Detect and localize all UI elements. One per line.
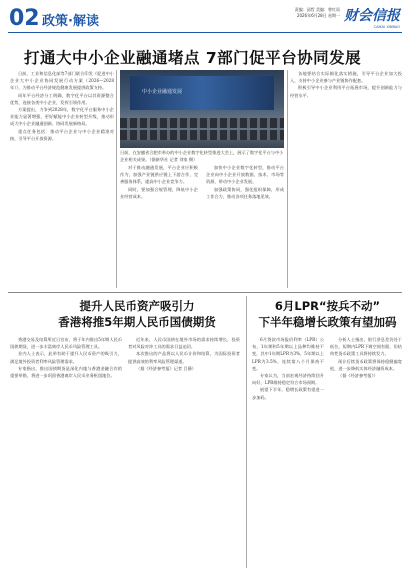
paragraph: 加快中小企业数字化转型，推动平台企业向中小企业开放数据、技术、市场等资源，带动中小企业发展。	[206, 165, 284, 185]
paragraph: 同时，要加强合规管理，降低中小企业经营成本。	[120, 186, 198, 199]
article1-headline: 打通大中小企业融通堵点 7部门促平台协同发展	[24, 49, 362, 67]
paragraph: 近年来，人民币国债在境外市场的需求持续增长，投资者对风险对冲工具的需求日益迫切。	[128, 337, 240, 350]
article1-caption	[120, 150, 284, 163]
article1-photo	[120, 70, 284, 148]
article1-column-1	[10, 70, 114, 288]
photo-screen-text: 中小企业融通发展	[142, 89, 183, 95]
article3-column-2	[330, 336, 402, 568]
column-divider	[116, 70, 117, 288]
paragraph: 业内人士表示，此举有助于提升人民币资产的吸引力，满足境外投资者利率风险管理需求。	[10, 351, 122, 364]
paragraph: （据《经济参考报》记者 吕静）	[136, 365, 196, 371]
photo-audience-row	[120, 130, 284, 140]
article2-column-2	[128, 336, 240, 568]
photo-screen	[130, 76, 274, 110]
masthead-info: 责编：邱哲 美编：曾红雨 2026年6月28日 星期一	[294, 7, 340, 18]
paragraph: 同年平台经济分工明确，数字化平台以其资源整合优势，连接各类中小企业，发挥引领作用。	[10, 92, 114, 105]
section-title: 政策·解读	[42, 14, 99, 29]
paragraph: 预计后续货币政策将保持稳健偏宽松，进一步降低实体经济融资成本。	[330, 358, 402, 371]
paragraph: 专家指出，推出国债期货是深化内地与香港金融合作的重要举措，将进一步巩固香港离岸人民币业务枢纽地位。	[10, 365, 122, 379]
page-header	[0, 0, 410, 40]
paragraph: 6月贷款市场报价利率（LPR）公布，1年期和5年期以上品种均维持不变，其中1年期LPR为3%，5年期以上LPR为3.5%，连续第八个月保持不变。	[252, 337, 324, 371]
caption-byline: （据新华社 记者 刘家 摄）	[149, 156, 198, 162]
caption-text: 日前，在安徽省合肥市举办的中小企业数字化转型推进大会上，展示了数字化平台与中小企业相关成果。	[120, 150, 284, 162]
article3-column-1	[252, 336, 324, 568]
article1-column-4	[290, 70, 402, 288]
article2-column-1	[10, 336, 122, 568]
article2-headline-line2: 香港将推5年期人民币国债期货	[58, 315, 216, 329]
article3-headline-line2: 下半年稳增长政策有望加码	[258, 315, 397, 329]
paragraph: 加强政策协同，强化组织保障，形成工作合力，推动各项任务落地见效。	[206, 186, 284, 199]
paragraph: 展望下半年，稳增长政策有望进一步加码。	[252, 387, 324, 400]
article3-headline	[250, 298, 405, 330]
paragraph: 积极引导中小企业利用平台拓展市场，提升创新能力与经营水平。	[290, 85, 402, 98]
paragraph: 重点任务包括：推动平台企业与中小企业精准对接，引导平台开放资源。	[10, 128, 114, 141]
masthead	[344, 5, 400, 29]
page-number: 02	[9, 6, 40, 31]
article2-headline-line1: 提升人民币资产吸引力	[79, 299, 195, 313]
article3-headline-line1: 6月LPR“按兵不动”	[274, 299, 381, 313]
paragraph: 香港交易及结算所近日宣布，将于年内推出5年期人民币国债期货，进一步丰富离岸人民币风险管理工具。	[10, 337, 122, 350]
article2-headline	[28, 298, 246, 330]
paragraph: 各地要结合实际细化落实措施，引导平台企业加大投入，支持中小企业参与产业链协作配套。	[290, 71, 402, 84]
photo-audience-row	[120, 118, 284, 128]
paragraph: 专家认为，当前宏观经济持续回升向好，LPR维持稳定符合市场预期。	[252, 373, 324, 386]
brand-subtitle: CAIKUI XINBAO	[373, 25, 400, 29]
paragraph: 日前，工业和信息化部等7部门联合印发《促进中小企业大中小企业协同发展行动方案（2026—2028年）》，为推动平台经济规范健康发展提供政策支持。	[10, 71, 114, 91]
paragraph: （据《经济参考报》）	[338, 373, 378, 379]
paragraph: 对于推动融通发展，平台企业应积极作为，加强产业链供应链上下游合作，完善服务体系，提高中小企业竞争力。	[120, 165, 198, 185]
article1-column-3	[206, 164, 284, 288]
column-divider	[287, 70, 288, 288]
section-divider	[8, 292, 402, 293]
header-rule	[8, 32, 402, 33]
paragraph: 分析人士指出，银行净息差仍处于低位，短期内LPR下调空间有限，但结构性货币政策工具将持续发力。	[330, 337, 402, 357]
column-divider	[246, 296, 247, 568]
paragraph: 方案提出，力争到2028年，数字化平台服务中小企业能力显著增强，更好赋能中小企业转型升级，推动形成大中小企业融通创新、协同发展新格局。	[10, 107, 114, 127]
article1-column-2	[120, 164, 198, 288]
paragraph: 本次推出的产品将以人民币计价和结算，为国际投资者提供高效的利率风险管理渠道。	[128, 351, 240, 364]
brand-logo: 财会信报	[344, 8, 400, 24]
